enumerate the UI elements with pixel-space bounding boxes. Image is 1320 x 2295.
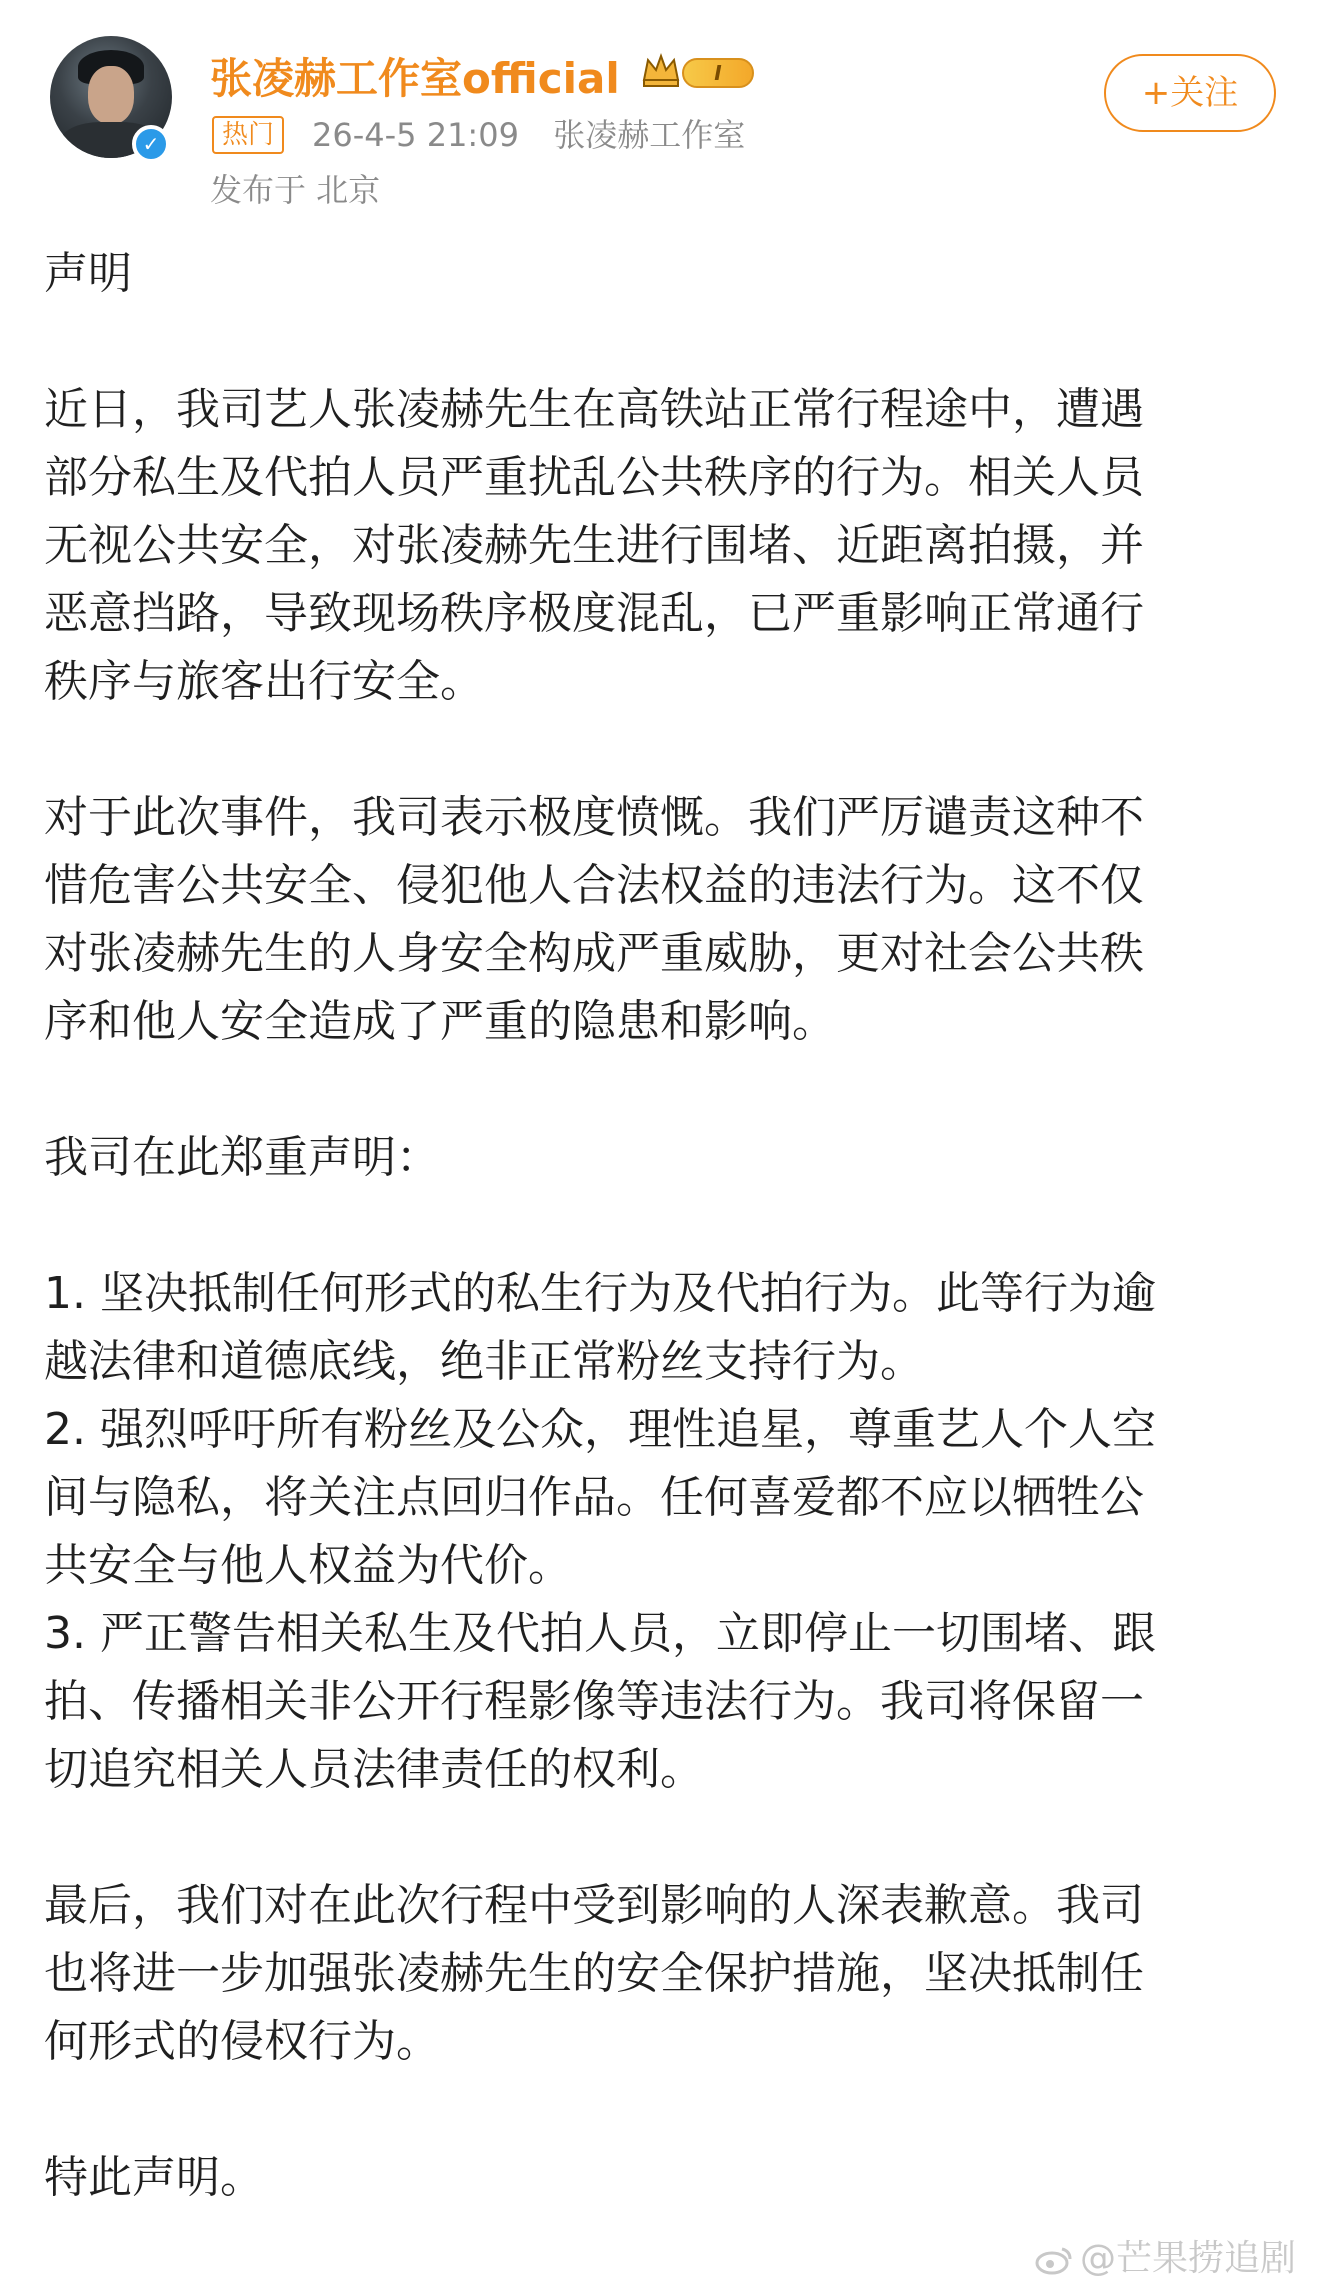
crown-icon [640, 50, 682, 90]
paragraph-line: 部分私生及代拍人员严重扰乱公共秩序的行为。相关人员 [44, 452, 1144, 503]
list-item-line: 共安全与他人权益为代价。 [44, 1540, 572, 1591]
watermark [1034, 2230, 1296, 2281]
verified-badge-icon: ✓ [132, 125, 170, 163]
avatar-face [88, 66, 134, 124]
paragraph-line: 惜危害公共安全、侵犯他人合法权益的违法行为。这不仅 [44, 860, 1144, 911]
list-item-line: 间与隐私，将关注点回归作品。任何喜爱都不应以牺牲公 [44, 1472, 1144, 1523]
paragraph-line: 序和他人安全造成了严重的隐患和影响。 [44, 996, 836, 1047]
post-meta [312, 116, 745, 154]
paragraph-line: 何形式的侵权行为。 [44, 2016, 440, 2067]
list-item-line: 2. 强烈呼吁所有粉丝及公众，理性追星，尊重艺人个人空 [44, 1404, 1156, 1455]
statement-title: 声明 [44, 248, 132, 299]
paragraph-line: 秩序与旅客出行安全。 [44, 656, 484, 707]
post-header [0, 0, 1320, 230]
paragraph-line: 我司在此郑重声明： [44, 1132, 440, 1183]
paragraph-line: 也将进一步加强张凌赫先生的安全保护措施，坚决抵制任 [44, 1948, 1144, 1999]
closing-line: 特此声明。 [44, 2152, 264, 2203]
paragraph-line: 近日，我司艺人张凌赫先生在高铁站正常行程途中，遭遇 [44, 384, 1144, 435]
list-item-line: 3. 严正警告相关私生及代拍人员，立即停止一切围堵、跟 [44, 1608, 1156, 1659]
list-item-line: 切追究相关人员法律责任的权利。 [44, 1744, 704, 1795]
paragraph-line: 对张凌赫先生的人身安全构成严重威胁，更对社会公共秩 [44, 928, 1144, 979]
list-item-line: 拍、传播相关非公开行程影像等违法行为。我司将保留一 [44, 1676, 1144, 1727]
account-name[interactable]: 张凌赫工作室official [210, 54, 620, 103]
paragraph-line: 最后，我们对在此次行程中受到影响的人深表歉意。我司 [44, 1880, 1144, 1931]
level-badge[interactable]: I [682, 58, 754, 88]
paragraph-line: 恶意挡路，导致现场秩序极度混乱，已严重影响正常通行 [44, 588, 1144, 639]
post-location: 发布于 北京 [210, 171, 381, 209]
timestamp: 26-4-5 21:09 [312, 116, 519, 154]
paragraph-line: 对于此次事件，我司表示极度愤慨。我们严厉谴责这种不 [44, 792, 1144, 843]
weibo-logo-icon [1034, 2245, 1074, 2275]
post-body [44, 240, 1284, 2212]
paragraph-line: 无视公共安全，对张凌赫先生进行围堵、近距离拍摄，并 [44, 520, 1144, 571]
list-item-line: 越法律和道德底线，绝非正常粉丝支持行为。 [44, 1336, 924, 1387]
follow-button[interactable]: +关注 [1104, 54, 1276, 132]
post-source[interactable]: 张凌赫工作室 [553, 116, 746, 154]
hot-tag: 热门 [212, 116, 284, 154]
watermark-text: @芒果捞追剧 [1079, 2238, 1296, 2279]
list-item-line: 1. 坚决抵制任何形式的私生行为及代拍行为。此等行为逾 [44, 1268, 1156, 1319]
